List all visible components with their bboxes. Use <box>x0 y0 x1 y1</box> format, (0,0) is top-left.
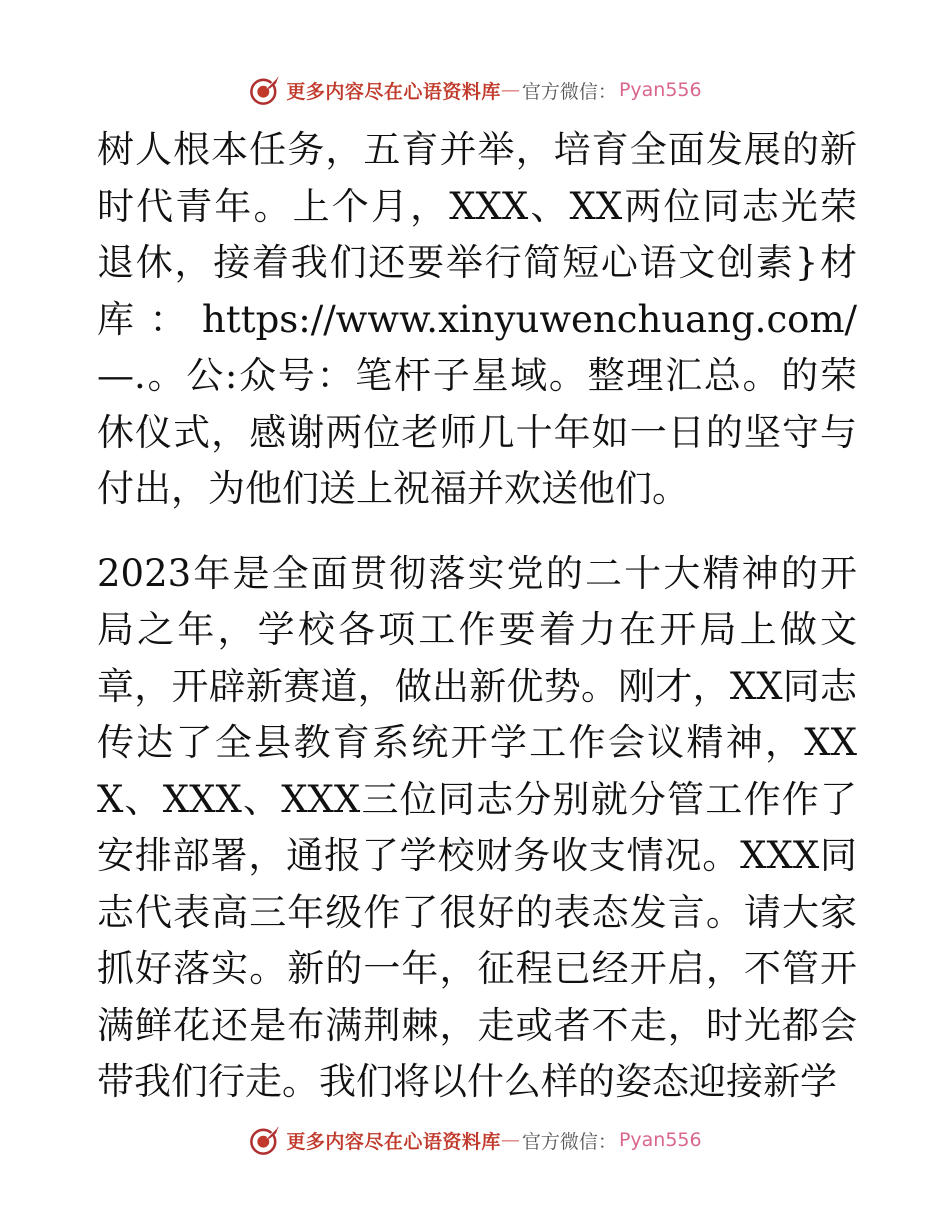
footer-banner <box>0 1120 950 1160</box>
banner-wechat-label: 官方微信： <box>521 1130 617 1153</box>
banner-main-text: 更多内容尽在心语资料库 <box>286 80 501 103</box>
banner-separator: — <box>500 1129 520 1151</box>
quill-logo-icon <box>248 1123 282 1157</box>
banner-wechat-id: Pyan556 <box>618 1129 702 1151</box>
banner-separator: — <box>500 79 520 101</box>
banner-wechat-label: 官方微信： <box>521 80 617 103</box>
banner-main-text: 更多内容尽在心语资料库 <box>286 1130 501 1153</box>
quill-logo-icon <box>248 73 282 107</box>
header-banner <box>0 70 950 110</box>
paragraph-2: 2023年是全面贯彻落实党的二十大精神的开局之年，学校各项工作要着力在开局上做文章，开辟新赛道，做出新优势。刚才，XX同志传达了全县教育系统开学工作会议精神，XXX、XXX、XXX三位同志分别就分管工作作了安排部署，通报了学校财务收支情况。XXX同志代表高三年级作了很好的表态发言。请大家抓好落实。新的一年，征程已经开启，不管开满鲜花还是布满荆棘，走或者不走，时光都会带我们行走。我们将以什么样的姿态迎接新学 <box>97 551 857 1103</box>
paragraph-1: 树人根本任务，五育并举，培育全面发展的新时代青年。上个月，XXX、XX两位同志光荣退休，接着我们还要举行简短心语文创素}材库：https://www.xinyuwenchuang.com/—.。公:众号：笔杆子星域。整理汇总。的荣休仪式，感谢两位老师几十年如一日的坚守与付出，为他们送上祝福并欢送他们。 <box>97 128 857 510</box>
banner-wechat-id: Pyan556 <box>618 79 702 101</box>
document-body <box>97 122 857 1111</box>
